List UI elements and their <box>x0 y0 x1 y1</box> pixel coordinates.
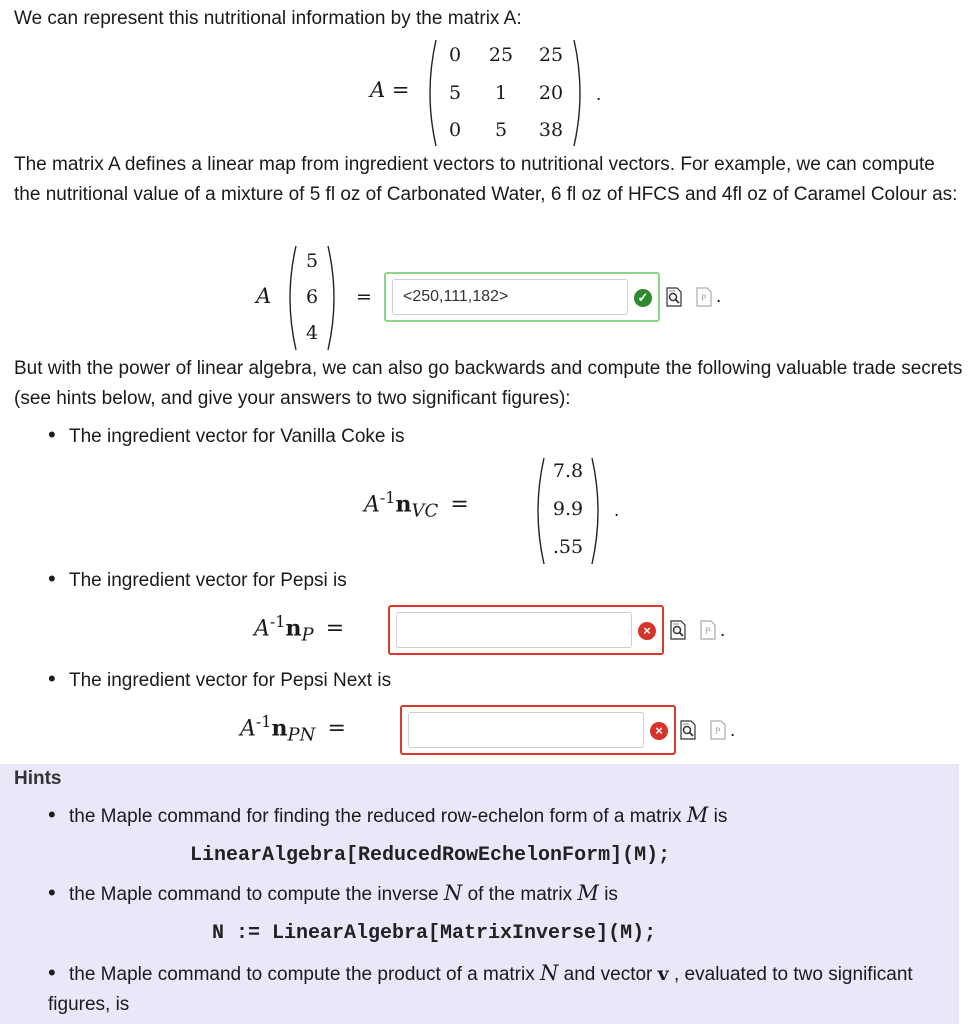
hint-item: • the Maple command to compute the product of a matrix N and vector v , evaluated to two significant figures, is <box>48 960 913 1015</box>
syntax-icon[interactable] <box>696 287 712 307</box>
left-paren <box>282 244 298 352</box>
hint-item: • the Maple command for finding the reduced row-echelon form of a matrix M is <box>48 802 728 827</box>
example-lhs: A <box>256 284 272 308</box>
matrix-a <box>422 38 588 148</box>
vector-cell: 9.9 <box>552 498 584 520</box>
bullet: • <box>48 666 56 691</box>
pepsi-next-answer-input[interactable] <box>408 712 644 748</box>
equals-sign: = <box>356 286 372 308</box>
pepsi-answer-input[interactable] <box>396 612 632 648</box>
vanilla-coke-result-vector <box>530 456 606 566</box>
question-vanilla-coke: • The ingredient vector for Vanilla Coke is <box>48 422 405 447</box>
preview-icon[interactable] <box>666 287 682 307</box>
preview-icon[interactable] <box>680 720 696 740</box>
right-paren <box>590 456 606 566</box>
power-text: But with the power of linear algebra, we can also go backwards and compute the following valuable trade secrets (see hints below, and give your answers to two significant figures): <box>14 358 963 409</box>
example-answer-input[interactable]: <250,111,182> <box>392 279 628 315</box>
bullet: • <box>48 566 56 591</box>
vector-cell: 5 <box>305 250 319 272</box>
example-answer-box <box>384 272 660 322</box>
matrix-cell: 5 <box>494 119 508 141</box>
syntax-icon[interactable] <box>700 620 716 640</box>
hint-item: • the Maple command to compute the inverse N of the matrix M is <box>48 880 618 905</box>
period: . <box>614 500 620 521</box>
period: . <box>716 286 722 307</box>
matrix-cell: 38 <box>538 119 564 141</box>
cross-icon: × <box>650 722 668 740</box>
example-vector <box>282 244 342 352</box>
preview-icon[interactable] <box>670 620 686 640</box>
linear-map-text: The matrix A defines a linear map from ingredient vectors to nutritional vectors. For example, we can compute the nutritional value of a mixture of 5 fl oz of Carbonated Water, 6 fl oz of HFCS and 4fl oz of Caramel Colour as: <box>14 154 958 205</box>
period: . <box>730 720 736 741</box>
period: . <box>596 84 602 105</box>
hint-code-inverse: N := LinearAlgebra[MatrixInverse](M); <box>212 922 657 945</box>
bullet: • <box>48 960 56 985</box>
matrix-cell: 0 <box>448 44 462 66</box>
pepsi-lhs: $A^{-1}n_P$ = <box>254 612 345 646</box>
matrix-a-label: A = <box>370 78 410 102</box>
left-paren <box>422 38 438 148</box>
vector-cell: 6 <box>305 286 319 308</box>
intro-text: We can represent this nutritional information by the matrix A: <box>14 8 522 29</box>
vanilla-coke-lhs: $A^{-1}n_{VC}$ = <box>364 488 469 522</box>
check-icon: ✓ <box>634 289 652 307</box>
syntax-icon[interactable] <box>710 720 726 740</box>
question-pepsi: • The ingredient vector for Pepsi is <box>48 566 347 591</box>
matrix-cell: 1 <box>494 82 508 104</box>
hints-title: Hints <box>14 768 62 789</box>
right-paren <box>326 244 342 352</box>
matrix-cell: 25 <box>538 44 564 66</box>
bullet: • <box>48 880 56 905</box>
matrix-cell: 25 <box>488 44 514 66</box>
bullet: • <box>48 802 56 827</box>
pepsi-next-lhs: $A^{-1}n_{PN}$ = <box>240 712 346 746</box>
matrix-cell: 5 <box>448 82 462 104</box>
vector-cell: .55 <box>552 536 584 558</box>
matrix-cell: 0 <box>448 119 462 141</box>
hint-code-rref: LinearAlgebra[ReducedRowEchelonForm](M); <box>190 844 671 867</box>
pepsi-next-answer-box <box>400 705 676 755</box>
vector-cell: 4 <box>305 322 319 344</box>
cross-icon: × <box>638 622 656 640</box>
vector-cell: 7.8 <box>552 460 584 482</box>
hints-panel <box>0 764 959 1024</box>
right-paren <box>572 38 588 148</box>
period: . <box>720 620 726 641</box>
pepsi-answer-box <box>388 605 664 655</box>
bullet: • <box>48 422 56 447</box>
question-pepsi-next: • The ingredient vector for Pepsi Next is <box>48 666 392 691</box>
matrix-cell: 20 <box>538 82 564 104</box>
